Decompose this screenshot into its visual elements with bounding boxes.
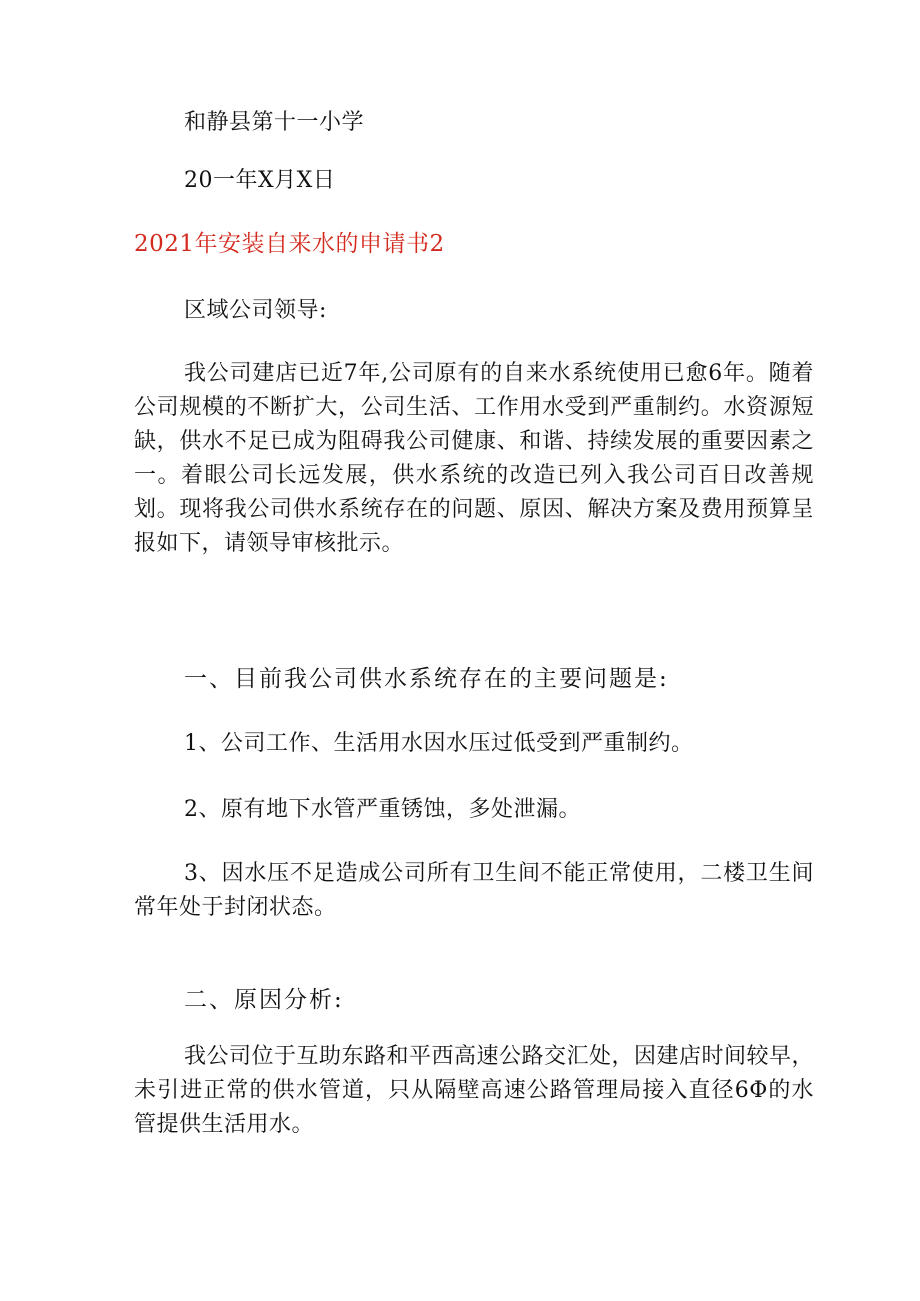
problem-item-3: 3、因水压不足造成公司所有卫生间不能正常使用，二楼卫生间常年处于封闭状态。	[134, 861, 814, 920]
problem-item-2: 2、原有地下水管严重锈蚀，多处泄漏。	[184, 797, 581, 822]
document-title: 2021年安装自来水的申请书2	[134, 231, 445, 257]
section1-heading: 一、目前我公司供水系统存在的主要问题是:	[184, 666, 669, 692]
signature-date: 20一年X月X日	[184, 168, 336, 193]
intro-paragraph: 我公司建店已近7年,公司原有的自来水系统使用已愈6年。随着公司规模的不断扩大，公司生活、工作用水受到严重制约。水资源短缺，供水不足已成为阻碍我公司健康、和谐、持续发展的重要因素之一。着眼公司长远发展，供水系统的改造已列入我公司百日改善规划。现将我公司供水系统存在的问题、原因、解决方案及费用预算呈报如下，请领导审核批示。	[134, 361, 814, 556]
cause-paragraph: 我公司位于互助东路和平西高速公路交汇处，因建店时间较早，未引进正常的供水管道，只从隔壁高速公路管理局接入直径6Φ的水管提供生活用水。	[134, 1044, 815, 1137]
salutation: 区域公司领导:	[184, 298, 327, 323]
section2-heading: 二、原因分析:	[184, 987, 344, 1013]
problem-item-1: 1、公司工作、生活用水因水压过低受到严重制约。	[184, 731, 694, 756]
signature-school: 和静县第十一小学	[184, 110, 365, 135]
